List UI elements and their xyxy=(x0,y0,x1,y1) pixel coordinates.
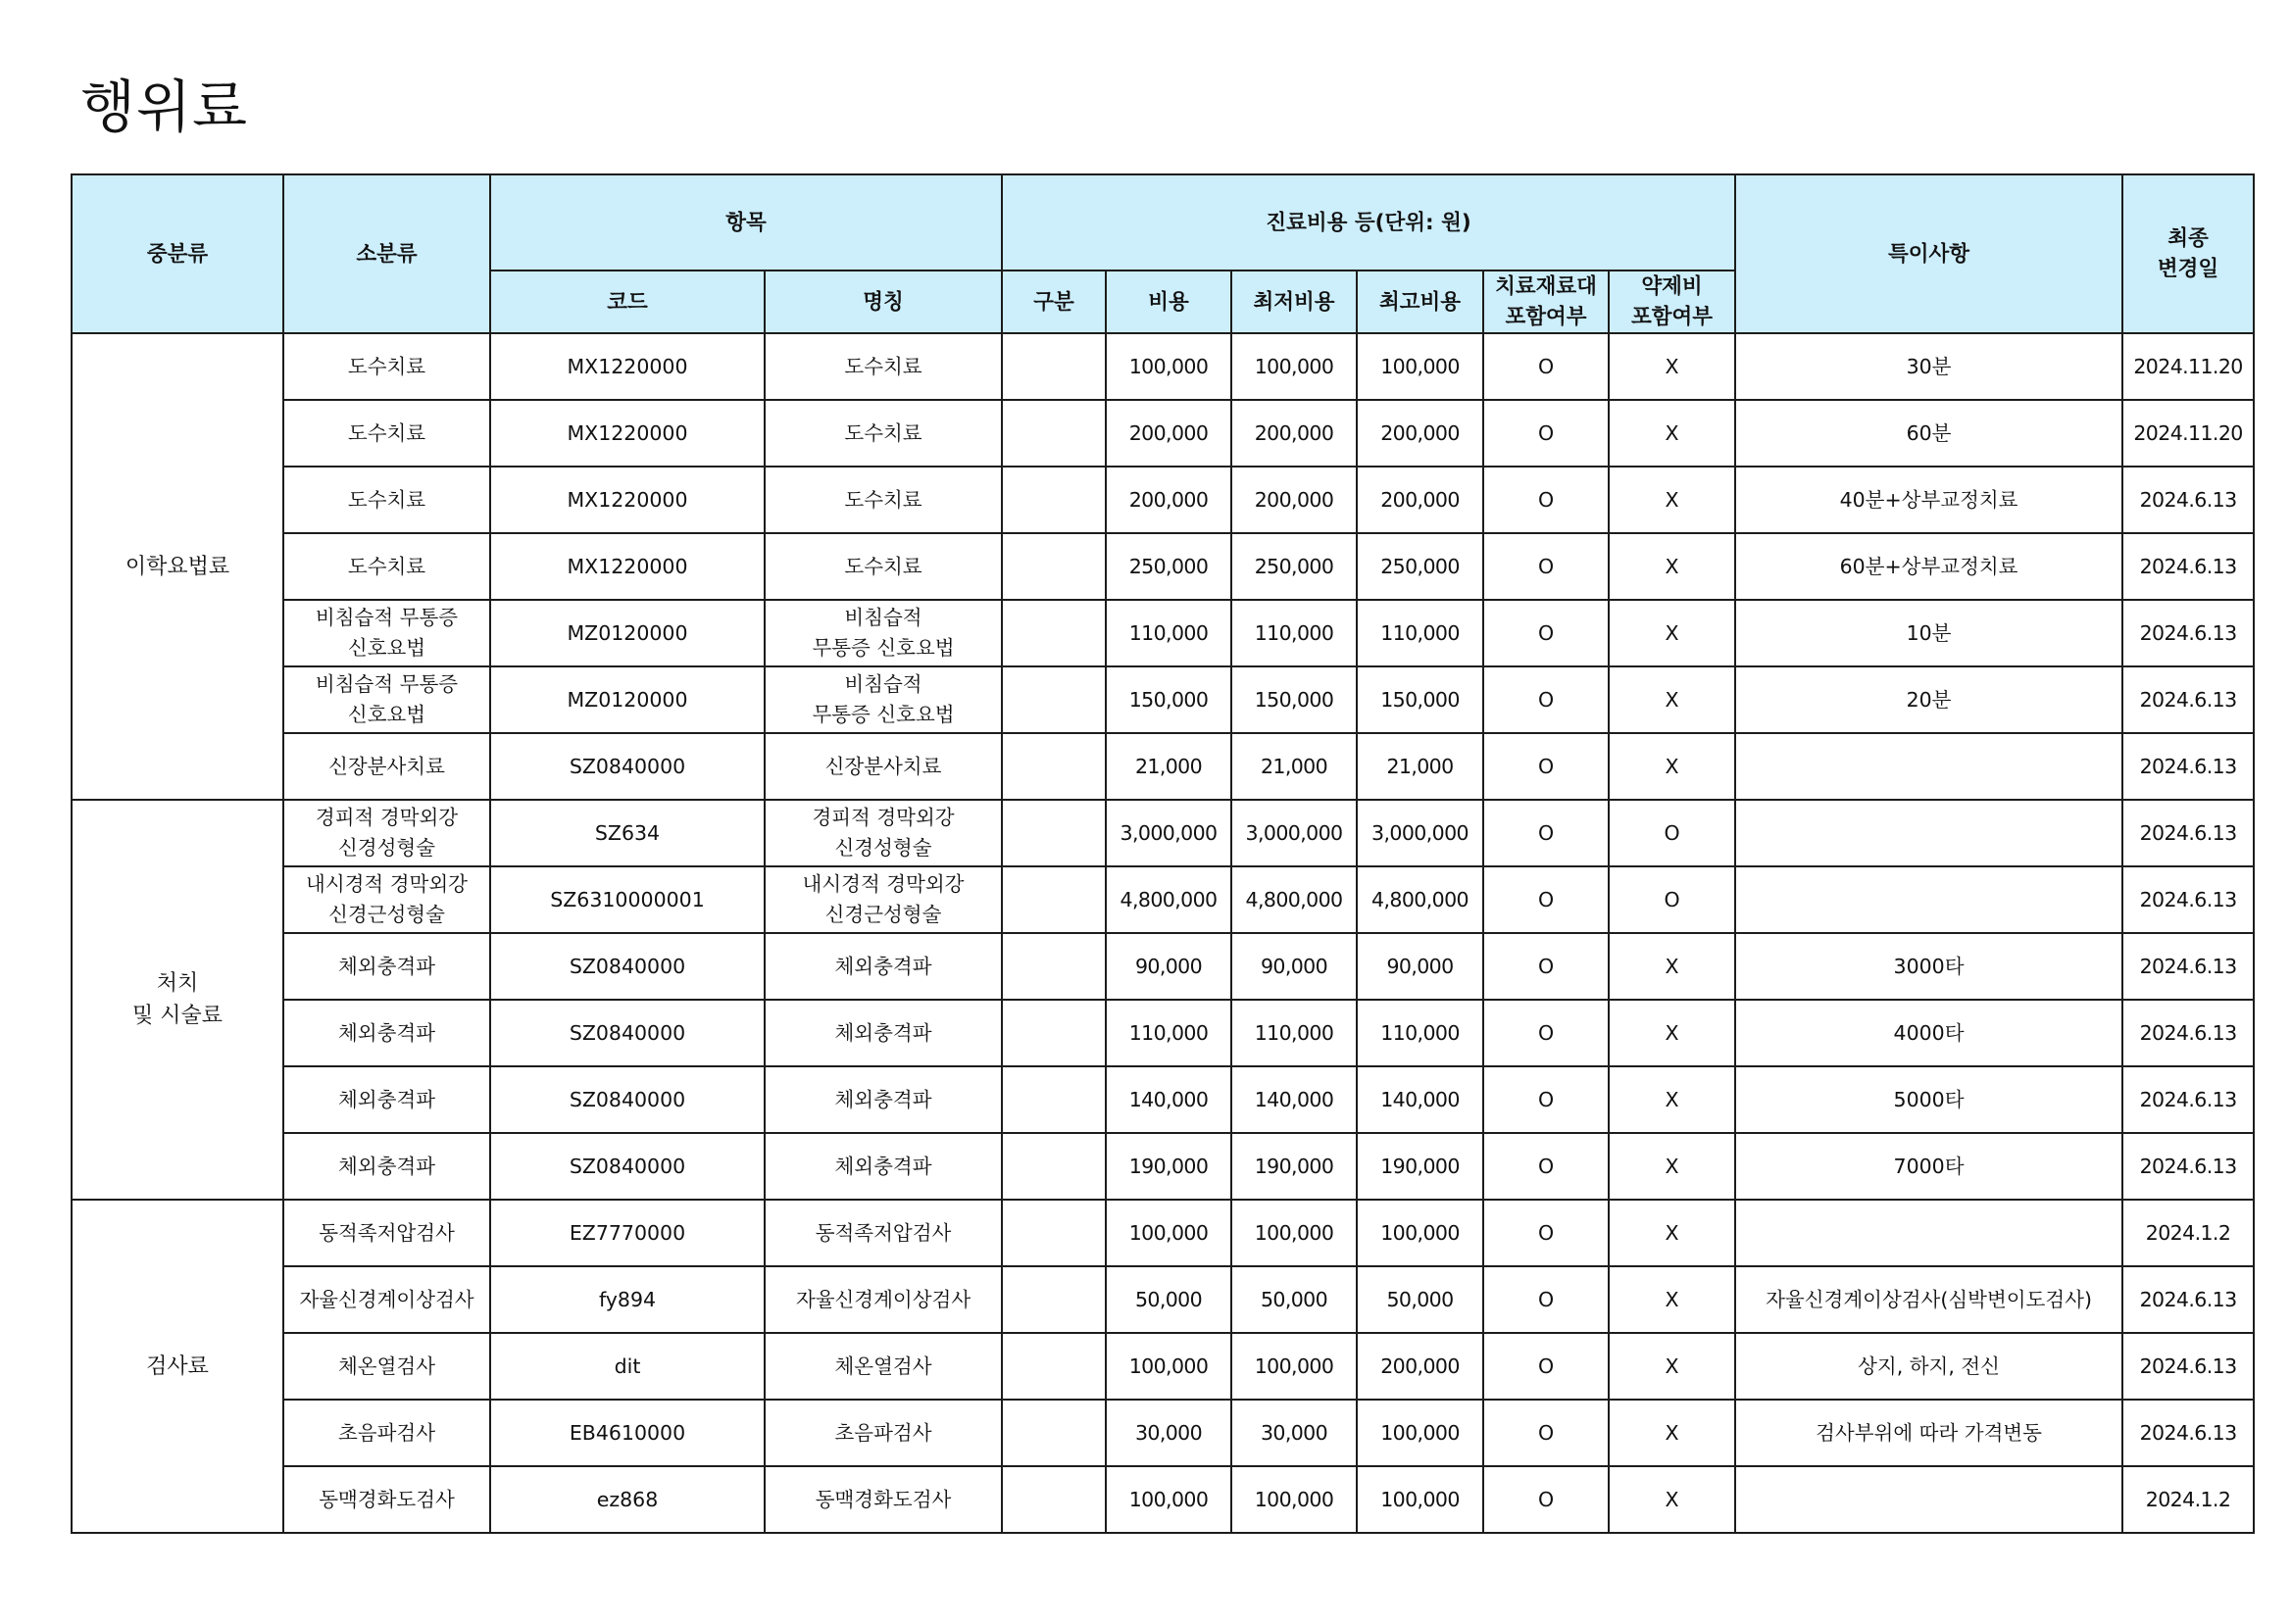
table-row xyxy=(72,1333,2254,1400)
sub-category-cell: 신장분사치료 xyxy=(283,733,490,800)
last-modified-cell: 2024.6.13 xyxy=(2122,1000,2254,1066)
last-modified-cell: 2024.1.2 xyxy=(2122,1466,2254,1533)
drug-included-cell: X xyxy=(1609,933,1735,1000)
code-cell: MX1220000 xyxy=(490,400,765,467)
name-cell: 신장분사치료 xyxy=(765,733,1002,800)
type-cell xyxy=(1002,1066,1106,1133)
mid-category-cell: 검사료 xyxy=(72,1200,283,1533)
code-cell: SZ0840000 xyxy=(490,733,765,800)
code-cell: MZ0120000 xyxy=(490,666,765,733)
header-last-modified: 최종 변경일 xyxy=(2122,174,2254,333)
max-cost-cell: 200,000 xyxy=(1357,400,1483,467)
page-title: 행위료 xyxy=(80,74,249,140)
name-cell: 도수치료 xyxy=(765,467,1002,533)
header-cost: 비용 xyxy=(1106,271,1231,333)
min-cost-cell: 3,000,000 xyxy=(1231,800,1357,866)
material-included-cell: O xyxy=(1483,467,1609,533)
drug-included-cell: X xyxy=(1609,666,1735,733)
type-cell xyxy=(1002,933,1106,1000)
table-row xyxy=(72,467,2254,533)
sub-category-cell: 동적족저압검사 xyxy=(283,1200,490,1266)
max-cost-cell: 100,000 xyxy=(1357,1466,1483,1533)
cost-cell: 30,000 xyxy=(1106,1400,1231,1466)
last-modified-cell: 2024.6.13 xyxy=(2122,533,2254,600)
last-modified-cell: 2024.6.13 xyxy=(2122,866,2254,933)
material-included-cell: O xyxy=(1483,1200,1609,1266)
header-max-cost: 최고비용 xyxy=(1357,271,1483,333)
sub-category-cell: 동맥경화도검사 xyxy=(283,1466,490,1533)
max-cost-cell: 110,000 xyxy=(1357,1000,1483,1066)
type-cell xyxy=(1002,666,1106,733)
drug-included-cell: X xyxy=(1609,1333,1735,1400)
name-cell: 도수치료 xyxy=(765,333,1002,400)
header-material-included: 치료재료대 포함여부 xyxy=(1483,271,1609,333)
code-cell: MX1220000 xyxy=(490,467,765,533)
min-cost-cell: 90,000 xyxy=(1231,933,1357,1000)
max-cost-cell: 100,000 xyxy=(1357,333,1483,400)
fee-table xyxy=(71,173,2255,1534)
code-cell: MX1220000 xyxy=(490,333,765,400)
table-row xyxy=(72,1000,2254,1066)
header-cost-group: 진료비용 등(단위: 원) xyxy=(1002,174,1735,271)
last-modified-cell: 2024.6.13 xyxy=(2122,1333,2254,1400)
name-cell: 동맥경화도검사 xyxy=(765,1466,1002,1533)
sub-category-cell: 체외충격파 xyxy=(283,1133,490,1200)
sub-category-cell: 비침습적 무통증 신호요법 xyxy=(283,666,490,733)
max-cost-cell: 140,000 xyxy=(1357,1066,1483,1133)
drug-included-cell: X xyxy=(1609,533,1735,600)
code-cell: EZ7770000 xyxy=(490,1200,765,1266)
table-row xyxy=(72,600,2254,666)
material-included-cell: O xyxy=(1483,1333,1609,1400)
drug-included-cell: X xyxy=(1609,1400,1735,1466)
cost-cell: 90,000 xyxy=(1106,933,1231,1000)
sub-category-cell: 비침습적 무통증 신호요법 xyxy=(283,600,490,666)
cost-cell: 100,000 xyxy=(1106,333,1231,400)
type-cell xyxy=(1002,1000,1106,1066)
fee-table-body xyxy=(72,333,2254,1533)
type-cell xyxy=(1002,866,1106,933)
header-mid-category: 중분류 xyxy=(72,174,283,333)
header-sub-category: 소분류 xyxy=(283,174,490,333)
code-cell: SZ0840000 xyxy=(490,1133,765,1200)
cost-cell: 100,000 xyxy=(1106,1200,1231,1266)
type-cell xyxy=(1002,333,1106,400)
sub-category-cell: 체외충격파 xyxy=(283,1000,490,1066)
name-cell: 도수치료 xyxy=(765,400,1002,467)
note-cell: 40분+상부교정치료 xyxy=(1735,467,2122,533)
note-cell: 3000타 xyxy=(1735,933,2122,1000)
min-cost-cell: 140,000 xyxy=(1231,1066,1357,1133)
max-cost-cell: 200,000 xyxy=(1357,1333,1483,1400)
material-included-cell: O xyxy=(1483,933,1609,1000)
table-row xyxy=(72,1200,2254,1266)
drug-included-cell: X xyxy=(1609,1133,1735,1200)
cost-cell: 3,000,000 xyxy=(1106,800,1231,866)
name-cell: 비침습적 무통증 신호요법 xyxy=(765,600,1002,666)
max-cost-cell: 90,000 xyxy=(1357,933,1483,1000)
code-cell: dit xyxy=(490,1333,765,1400)
min-cost-cell: 100,000 xyxy=(1231,1200,1357,1266)
drug-included-cell: X xyxy=(1609,733,1735,800)
note-cell: 상지, 하지, 전신 xyxy=(1735,1333,2122,1400)
table-row xyxy=(72,733,2254,800)
name-cell: 체외충격파 xyxy=(765,933,1002,1000)
header-item: 항목 xyxy=(490,174,1002,271)
name-cell: 체외충격파 xyxy=(765,1066,1002,1133)
max-cost-cell: 4,800,000 xyxy=(1357,866,1483,933)
code-cell: SZ0840000 xyxy=(490,1066,765,1133)
cost-cell: 110,000 xyxy=(1106,1000,1231,1066)
table-row xyxy=(72,800,2254,866)
sub-category-cell: 내시경적 경막외강 신경근성형술 xyxy=(283,866,490,933)
last-modified-cell: 2024.6.13 xyxy=(2122,467,2254,533)
code-cell: SZ634 xyxy=(490,800,765,866)
mid-category-cell: 이학요법료 xyxy=(72,333,283,800)
cost-cell: 200,000 xyxy=(1106,467,1231,533)
header-name: 명칭 xyxy=(765,271,1002,333)
last-modified-cell: 2024.6.13 xyxy=(2122,800,2254,866)
sub-category-cell: 체외충격파 xyxy=(283,1066,490,1133)
sub-category-cell: 도수치료 xyxy=(283,533,490,600)
code-cell: ez868 xyxy=(490,1466,765,1533)
name-cell: 비침습적 무통증 신호요법 xyxy=(765,666,1002,733)
header-drug-included: 약제비 포함여부 xyxy=(1609,271,1735,333)
table-row xyxy=(72,933,2254,1000)
type-cell xyxy=(1002,733,1106,800)
last-modified-cell: 2024.6.13 xyxy=(2122,733,2254,800)
note-cell: 4000타 xyxy=(1735,1000,2122,1066)
header-code: 코드 xyxy=(490,271,765,333)
drug-included-cell: X xyxy=(1609,400,1735,467)
min-cost-cell: 30,000 xyxy=(1231,1400,1357,1466)
name-cell: 내시경적 경막외강 신경근성형술 xyxy=(765,866,1002,933)
max-cost-cell: 190,000 xyxy=(1357,1133,1483,1200)
sub-category-cell: 체온열검사 xyxy=(283,1333,490,1400)
min-cost-cell: 50,000 xyxy=(1231,1266,1357,1333)
table-row xyxy=(72,666,2254,733)
cost-cell: 190,000 xyxy=(1106,1133,1231,1200)
cost-cell: 110,000 xyxy=(1106,600,1231,666)
name-cell: 도수치료 xyxy=(765,533,1002,600)
max-cost-cell: 100,000 xyxy=(1357,1400,1483,1466)
min-cost-cell: 100,000 xyxy=(1231,1466,1357,1533)
drug-included-cell: X xyxy=(1609,600,1735,666)
code-cell: SZ6310000001 xyxy=(490,866,765,933)
drug-included-cell: X xyxy=(1609,1200,1735,1266)
type-cell xyxy=(1002,1400,1106,1466)
sub-category-cell: 초음파검사 xyxy=(283,1400,490,1466)
min-cost-cell: 150,000 xyxy=(1231,666,1357,733)
type-cell xyxy=(1002,1133,1106,1200)
last-modified-cell: 2024.6.13 xyxy=(2122,1133,2254,1200)
note-cell: 10분 xyxy=(1735,600,2122,666)
table-row xyxy=(72,333,2254,400)
cost-cell: 50,000 xyxy=(1106,1266,1231,1333)
type-cell xyxy=(1002,467,1106,533)
name-cell: 자율신경계이상검사 xyxy=(765,1266,1002,1333)
material-included-cell: O xyxy=(1483,333,1609,400)
last-modified-cell: 2024.6.13 xyxy=(2122,600,2254,666)
min-cost-cell: 250,000 xyxy=(1231,533,1357,600)
min-cost-cell: 100,000 xyxy=(1231,333,1357,400)
max-cost-cell: 110,000 xyxy=(1357,600,1483,666)
material-included-cell: O xyxy=(1483,1266,1609,1333)
max-cost-cell: 21,000 xyxy=(1357,733,1483,800)
note-cell xyxy=(1735,733,2122,800)
name-cell: 체온열검사 xyxy=(765,1333,1002,1400)
sub-category-cell: 경피적 경막외강 신경성형술 xyxy=(283,800,490,866)
type-cell xyxy=(1002,1466,1106,1533)
sub-category-cell: 도수치료 xyxy=(283,467,490,533)
last-modified-cell: 2024.11.20 xyxy=(2122,400,2254,467)
note-cell xyxy=(1735,1466,2122,1533)
material-included-cell: O xyxy=(1483,866,1609,933)
min-cost-cell: 190,000 xyxy=(1231,1133,1357,1200)
material-included-cell: O xyxy=(1483,1466,1609,1533)
type-cell xyxy=(1002,800,1106,866)
cost-cell: 4,800,000 xyxy=(1106,866,1231,933)
last-modified-cell: 2024.11.20 xyxy=(2122,333,2254,400)
cost-cell: 21,000 xyxy=(1106,733,1231,800)
cost-cell: 100,000 xyxy=(1106,1333,1231,1400)
last-modified-cell: 2024.6.13 xyxy=(2122,1066,2254,1133)
type-cell xyxy=(1002,1266,1106,1333)
last-modified-cell: 2024.6.13 xyxy=(2122,933,2254,1000)
note-cell: 60분 xyxy=(1735,400,2122,467)
type-cell xyxy=(1002,533,1106,600)
drug-included-cell: X xyxy=(1609,1466,1735,1533)
code-cell: SZ0840000 xyxy=(490,1000,765,1066)
note-cell: 7000타 xyxy=(1735,1133,2122,1200)
sub-category-cell: 도수치료 xyxy=(283,333,490,400)
table-row xyxy=(72,866,2254,933)
material-included-cell: O xyxy=(1483,533,1609,600)
max-cost-cell: 150,000 xyxy=(1357,666,1483,733)
max-cost-cell: 50,000 xyxy=(1357,1266,1483,1333)
note-cell xyxy=(1735,800,2122,866)
max-cost-cell: 3,000,000 xyxy=(1357,800,1483,866)
material-included-cell: O xyxy=(1483,400,1609,467)
name-cell: 체외충격파 xyxy=(765,1133,1002,1200)
table-row xyxy=(72,400,2254,467)
table-row xyxy=(72,1133,2254,1200)
drug-included-cell: X xyxy=(1609,1000,1735,1066)
note-cell xyxy=(1735,1200,2122,1266)
note-cell: 검사부위에 따라 가격변동 xyxy=(1735,1400,2122,1466)
code-cell: SZ0840000 xyxy=(490,933,765,1000)
material-included-cell: O xyxy=(1483,1400,1609,1466)
note-cell: 60분+상부교정치료 xyxy=(1735,533,2122,600)
sub-category-cell: 체외충격파 xyxy=(283,933,490,1000)
type-cell xyxy=(1002,600,1106,666)
min-cost-cell: 21,000 xyxy=(1231,733,1357,800)
header-row-top xyxy=(72,174,2254,271)
drug-included-cell: O xyxy=(1609,866,1735,933)
max-cost-cell: 100,000 xyxy=(1357,1200,1483,1266)
note-cell: 30분 xyxy=(1735,333,2122,400)
max-cost-cell: 200,000 xyxy=(1357,467,1483,533)
min-cost-cell: 4,800,000 xyxy=(1231,866,1357,933)
last-modified-cell: 2024.6.13 xyxy=(2122,1266,2254,1333)
min-cost-cell: 200,000 xyxy=(1231,467,1357,533)
drug-included-cell: X xyxy=(1609,467,1735,533)
header-note: 특이사항 xyxy=(1735,174,2122,333)
cost-cell: 150,000 xyxy=(1106,666,1231,733)
name-cell: 동적족저압검사 xyxy=(765,1200,1002,1266)
name-cell: 초음파검사 xyxy=(765,1400,1002,1466)
cost-cell: 250,000 xyxy=(1106,533,1231,600)
note-cell: 자율신경계이상검사(심박변이도검사) xyxy=(1735,1266,2122,1333)
type-cell xyxy=(1002,400,1106,467)
material-included-cell: O xyxy=(1483,1000,1609,1066)
type-cell xyxy=(1002,1200,1106,1266)
material-included-cell: O xyxy=(1483,1066,1609,1133)
drug-included-cell: O xyxy=(1609,800,1735,866)
drug-included-cell: X xyxy=(1609,333,1735,400)
min-cost-cell: 100,000 xyxy=(1231,1333,1357,1400)
header-min-cost: 최저비용 xyxy=(1231,271,1357,333)
note-cell: 5000타 xyxy=(1735,1066,2122,1133)
last-modified-cell: 2024.6.13 xyxy=(2122,1400,2254,1466)
header-type: 구분 xyxy=(1002,271,1106,333)
sub-category-cell: 도수치료 xyxy=(283,400,490,467)
min-cost-cell: 200,000 xyxy=(1231,400,1357,467)
note-cell xyxy=(1735,866,2122,933)
mid-category-cell: 처치 및 시술료 xyxy=(72,800,283,1200)
note-cell: 20분 xyxy=(1735,666,2122,733)
sub-category-cell: 자율신경계이상검사 xyxy=(283,1266,490,1333)
max-cost-cell: 250,000 xyxy=(1357,533,1483,600)
material-included-cell: O xyxy=(1483,733,1609,800)
min-cost-cell: 110,000 xyxy=(1231,1000,1357,1066)
last-modified-cell: 2024.6.13 xyxy=(2122,666,2254,733)
cost-cell: 200,000 xyxy=(1106,400,1231,467)
name-cell: 경피적 경막외강 신경성형술 xyxy=(765,800,1002,866)
code-cell: EB4610000 xyxy=(490,1400,765,1466)
material-included-cell: O xyxy=(1483,800,1609,866)
table-row xyxy=(72,1066,2254,1133)
material-included-cell: O xyxy=(1483,1133,1609,1200)
name-cell: 체외충격파 xyxy=(765,1000,1002,1066)
table-row xyxy=(72,1266,2254,1333)
code-cell: MZ0120000 xyxy=(490,600,765,666)
cost-cell: 100,000 xyxy=(1106,1466,1231,1533)
last-modified-cell: 2024.1.2 xyxy=(2122,1200,2254,1266)
type-cell xyxy=(1002,1333,1106,1400)
material-included-cell: O xyxy=(1483,666,1609,733)
table-row xyxy=(72,1400,2254,1466)
drug-included-cell: X xyxy=(1609,1066,1735,1133)
table-row xyxy=(72,533,2254,600)
min-cost-cell: 110,000 xyxy=(1231,600,1357,666)
cost-cell: 140,000 xyxy=(1106,1066,1231,1133)
material-included-cell: O xyxy=(1483,600,1609,666)
table-row xyxy=(72,1466,2254,1533)
code-cell: fy894 xyxy=(490,1266,765,1333)
drug-included-cell: X xyxy=(1609,1266,1735,1333)
code-cell: MX1220000 xyxy=(490,533,765,600)
